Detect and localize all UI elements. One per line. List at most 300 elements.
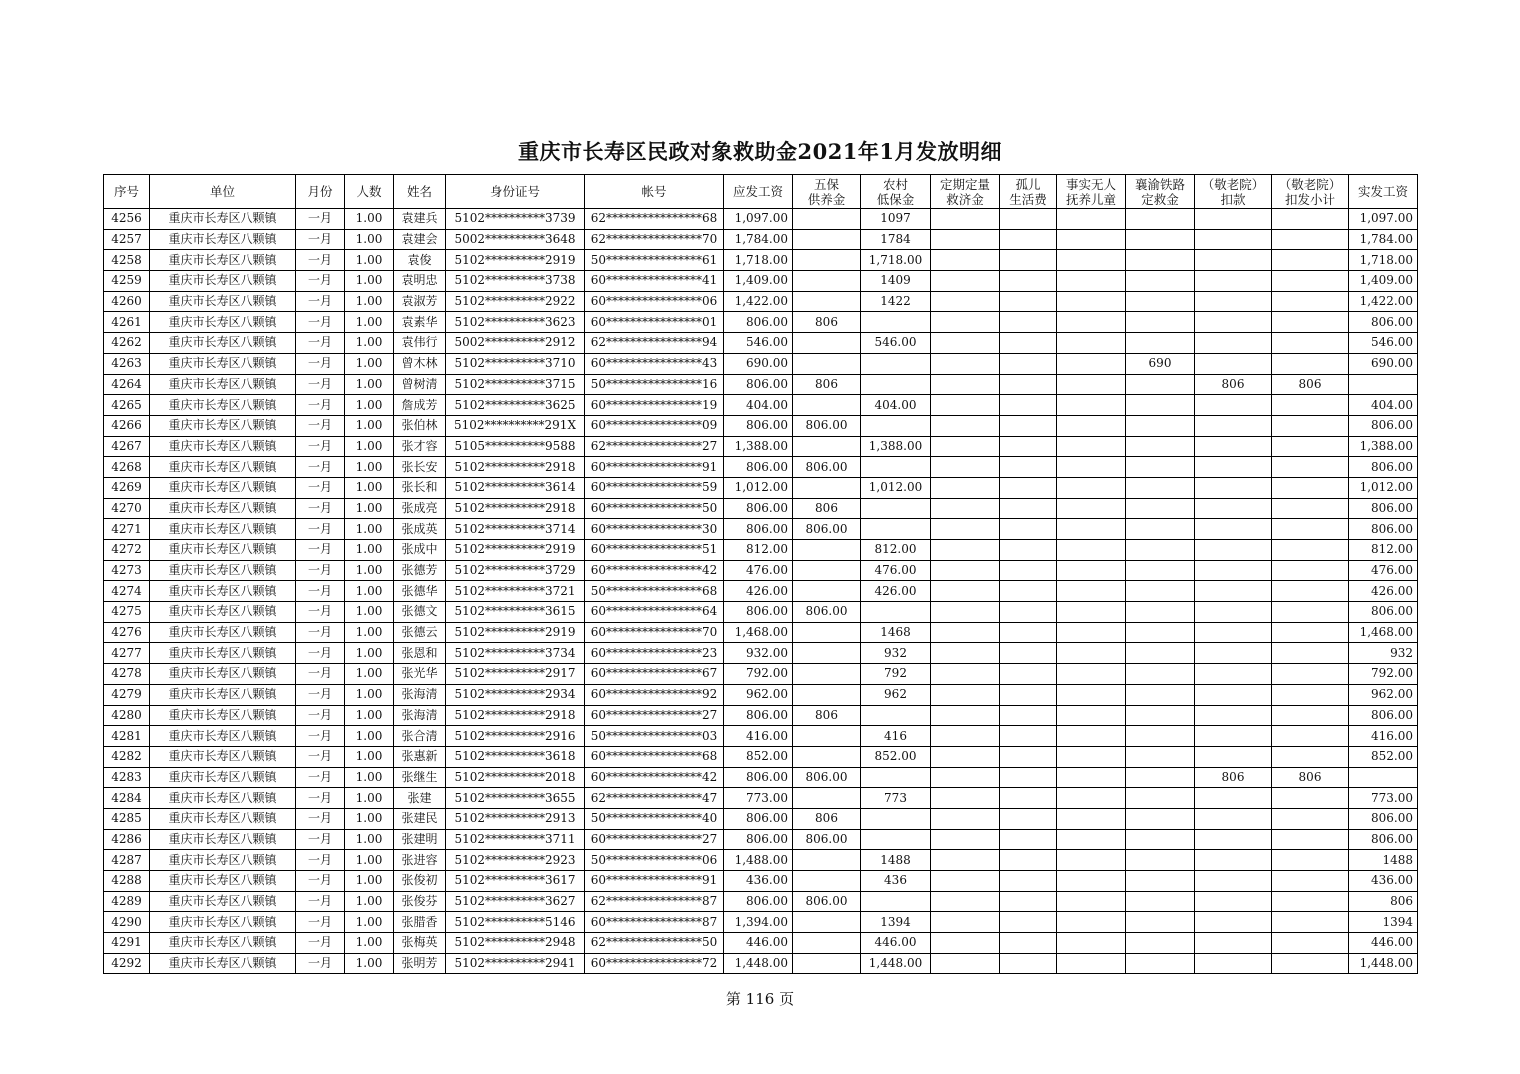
table-cell bbox=[1272, 684, 1349, 705]
table-cell: 1.00 bbox=[345, 291, 394, 312]
table-cell bbox=[1195, 560, 1272, 581]
table-cell: 5102**********2919 bbox=[446, 540, 585, 561]
table-cell bbox=[1126, 250, 1195, 271]
table-row bbox=[104, 622, 1418, 643]
table-cell: 60****************59 bbox=[585, 477, 724, 498]
table-cell: 一月 bbox=[296, 333, 345, 354]
table-cell bbox=[1195, 312, 1272, 333]
table-cell bbox=[1195, 540, 1272, 561]
table-cell bbox=[793, 560, 861, 581]
table-cell: 4285 bbox=[104, 808, 150, 829]
table-cell bbox=[1195, 602, 1272, 623]
table-cell: 1,097.00 bbox=[724, 209, 793, 230]
table-cell bbox=[1272, 850, 1349, 871]
table-cell: 806.00 bbox=[793, 519, 861, 540]
table-cell: 1,409.00 bbox=[724, 271, 793, 292]
table-cell: 4284 bbox=[104, 788, 150, 809]
table-cell bbox=[1195, 250, 1272, 271]
table-cell: 5102**********2916 bbox=[446, 726, 585, 747]
table-cell bbox=[1000, 250, 1057, 271]
table-cell: 5105**********9588 bbox=[446, 436, 585, 457]
table-cell: 重庆市长寿区八颗镇 bbox=[150, 808, 296, 829]
table-cell bbox=[793, 581, 861, 602]
table-cell: 4287 bbox=[104, 850, 150, 871]
table-cell: 4289 bbox=[104, 891, 150, 912]
table-cell: 4257 bbox=[104, 229, 150, 250]
table-cell: 426.00 bbox=[1349, 581, 1418, 602]
table-cell: 806.00 bbox=[724, 808, 793, 829]
table-cell: 4273 bbox=[104, 560, 150, 581]
table-cell: 806.00 bbox=[724, 457, 793, 478]
table-cell: 5102**********2913 bbox=[446, 808, 585, 829]
table-cell: 1.00 bbox=[345, 891, 394, 912]
table-cell bbox=[861, 705, 931, 726]
table-cell bbox=[1000, 705, 1057, 726]
table-row bbox=[104, 498, 1418, 519]
table-cell: 1.00 bbox=[345, 312, 394, 333]
table-cell: 812.00 bbox=[861, 540, 931, 561]
table-cell: 60****************64 bbox=[585, 602, 724, 623]
table-cell: 812.00 bbox=[1349, 540, 1418, 561]
table-cell bbox=[793, 477, 861, 498]
table-cell: 5102**********3739 bbox=[446, 209, 585, 230]
table-cell: 一月 bbox=[296, 436, 345, 457]
table-cell bbox=[1272, 726, 1349, 747]
table-cell bbox=[1057, 664, 1126, 685]
table-cell bbox=[931, 933, 1000, 954]
table-cell bbox=[1000, 829, 1057, 850]
table-cell: 一月 bbox=[296, 602, 345, 623]
table-cell bbox=[931, 664, 1000, 685]
table-cell: 一月 bbox=[296, 271, 345, 292]
table-cell bbox=[931, 684, 1000, 705]
table-cell: 袁俊 bbox=[394, 250, 446, 271]
table-cell bbox=[1195, 726, 1272, 747]
table-cell bbox=[1057, 415, 1126, 436]
table-cell bbox=[1126, 540, 1195, 561]
payment-table bbox=[103, 174, 1418, 974]
table-cell: 4269 bbox=[104, 477, 150, 498]
table-cell: 1468 bbox=[861, 622, 931, 643]
table-cell: 重庆市长寿区八颗镇 bbox=[150, 912, 296, 933]
table-cell bbox=[931, 726, 1000, 747]
table-cell: 1.00 bbox=[345, 457, 394, 478]
table-cell: 476.00 bbox=[861, 560, 931, 581]
table-cell bbox=[1195, 581, 1272, 602]
table-cell bbox=[1057, 767, 1126, 788]
table-cell bbox=[1126, 560, 1195, 581]
table-cell bbox=[931, 519, 1000, 540]
table-row bbox=[104, 933, 1418, 954]
table-cell: 806 bbox=[793, 374, 861, 395]
table-cell bbox=[1195, 705, 1272, 726]
table-cell bbox=[793, 436, 861, 457]
table-cell: 重庆市长寿区八颗镇 bbox=[150, 726, 296, 747]
table-cell: 1,718.00 bbox=[1349, 250, 1418, 271]
table-cell: 852.00 bbox=[1349, 746, 1418, 767]
table-cell bbox=[793, 209, 861, 230]
table-cell: 806.00 bbox=[724, 312, 793, 333]
table-cell: 806 bbox=[793, 312, 861, 333]
table-cell: 1394 bbox=[1349, 912, 1418, 933]
table-cell: 806 bbox=[793, 705, 861, 726]
table-row bbox=[104, 312, 1418, 333]
table-cell bbox=[1126, 891, 1195, 912]
table-cell: 重庆市长寿区八颗镇 bbox=[150, 415, 296, 436]
table-cell: 4274 bbox=[104, 581, 150, 602]
table-cell: 1.00 bbox=[345, 353, 394, 374]
table-cell bbox=[1195, 622, 1272, 643]
table-cell: 1.00 bbox=[345, 333, 394, 354]
table-cell: 806.00 bbox=[1349, 415, 1418, 436]
table-cell: 5102**********3614 bbox=[446, 477, 585, 498]
table-cell bbox=[1195, 436, 1272, 457]
table-cell: 4256 bbox=[104, 209, 150, 230]
table-cell: 1.00 bbox=[345, 953, 394, 974]
table-cell bbox=[931, 829, 1000, 850]
table-cell bbox=[1000, 477, 1057, 498]
table-cell: 张长安 bbox=[394, 457, 446, 478]
table-row bbox=[104, 395, 1418, 416]
table-cell bbox=[1057, 477, 1126, 498]
table-cell: 一月 bbox=[296, 457, 345, 478]
table-cell bbox=[1057, 933, 1126, 954]
table-row bbox=[104, 560, 1418, 581]
table-cell: 张合清 bbox=[394, 726, 446, 747]
table-cell: 1,388.00 bbox=[724, 436, 793, 457]
table-cell: 一月 bbox=[296, 312, 345, 333]
table-cell: 一月 bbox=[296, 374, 345, 395]
table-row bbox=[104, 374, 1418, 395]
table-cell: 张成亮 bbox=[394, 498, 446, 519]
table-cell bbox=[1126, 291, 1195, 312]
table-cell: 一月 bbox=[296, 477, 345, 498]
table-cell bbox=[1000, 457, 1057, 478]
table-cell: 一月 bbox=[296, 850, 345, 871]
table-cell: 50****************40 bbox=[585, 808, 724, 829]
table-cell bbox=[1195, 871, 1272, 892]
table-cell: 5102**********3625 bbox=[446, 395, 585, 416]
table-cell bbox=[1126, 519, 1195, 540]
table-cell: 546.00 bbox=[1349, 333, 1418, 354]
table-cell bbox=[1195, 684, 1272, 705]
table-cell: 5102**********2948 bbox=[446, 933, 585, 954]
table-cell: 806.00 bbox=[1349, 808, 1418, 829]
table-cell bbox=[1272, 808, 1349, 829]
table-cell bbox=[1000, 871, 1057, 892]
table-cell: 1.00 bbox=[345, 271, 394, 292]
table-cell bbox=[1000, 209, 1057, 230]
column-header: 农村 低保金 bbox=[861, 175, 931, 209]
table-cell: 重庆市长寿区八颗镇 bbox=[150, 395, 296, 416]
table-cell: 60****************30 bbox=[585, 519, 724, 540]
table-cell bbox=[931, 250, 1000, 271]
table-cell: 806.00 bbox=[724, 374, 793, 395]
table-cell: 重庆市长寿区八颗镇 bbox=[150, 291, 296, 312]
table-cell: 806.00 bbox=[793, 602, 861, 623]
table-cell: 重庆市长寿区八颗镇 bbox=[150, 829, 296, 850]
table-cell bbox=[1126, 705, 1195, 726]
table-cell bbox=[1057, 209, 1126, 230]
table-cell: 1097 bbox=[861, 209, 931, 230]
table-cell bbox=[1057, 540, 1126, 561]
table-cell: 1.00 bbox=[345, 912, 394, 933]
table-cell: 446.00 bbox=[861, 933, 931, 954]
table-cell bbox=[1057, 850, 1126, 871]
table-cell: 重庆市长寿区八颗镇 bbox=[150, 229, 296, 250]
table-cell bbox=[793, 746, 861, 767]
table-cell: 重庆市长寿区八颗镇 bbox=[150, 705, 296, 726]
table-cell bbox=[1126, 643, 1195, 664]
table-cell: 50****************68 bbox=[585, 581, 724, 602]
table-cell bbox=[931, 705, 1000, 726]
table-cell bbox=[1057, 333, 1126, 354]
table-cell: 重庆市长寿区八颗镇 bbox=[150, 602, 296, 623]
table-row bbox=[104, 581, 1418, 602]
table-cell bbox=[1057, 622, 1126, 643]
table-cell: 60****************68 bbox=[585, 746, 724, 767]
table-cell bbox=[861, 519, 931, 540]
table-cell: 60****************41 bbox=[585, 271, 724, 292]
table-cell: 1488 bbox=[1349, 850, 1418, 871]
table-cell bbox=[1272, 519, 1349, 540]
table-cell bbox=[1126, 271, 1195, 292]
table-cell bbox=[931, 540, 1000, 561]
table-cell bbox=[1057, 726, 1126, 747]
table-row bbox=[104, 891, 1418, 912]
table-cell: 1.00 bbox=[345, 602, 394, 623]
table-cell: 1.00 bbox=[345, 540, 394, 561]
table-cell: 5102**********3729 bbox=[446, 560, 585, 581]
table-cell: 詹成芳 bbox=[394, 395, 446, 416]
column-header: 人数 bbox=[345, 175, 394, 209]
table-cell bbox=[1272, 912, 1349, 933]
table-cell: 806 bbox=[1349, 891, 1418, 912]
table-cell: 426.00 bbox=[724, 581, 793, 602]
table-cell bbox=[1057, 291, 1126, 312]
table-cell bbox=[1057, 602, 1126, 623]
table-cell bbox=[1057, 684, 1126, 705]
table-cell bbox=[1126, 808, 1195, 829]
table-cell: 404.00 bbox=[724, 395, 793, 416]
table-cell: 60****************72 bbox=[585, 953, 724, 974]
table-cell: 1.00 bbox=[345, 829, 394, 850]
table-cell: 962.00 bbox=[724, 684, 793, 705]
table-cell: 曾木林 bbox=[394, 353, 446, 374]
table-cell: 806 bbox=[1272, 767, 1349, 788]
table-cell bbox=[1195, 477, 1272, 498]
table-cell: 重庆市长寿区八颗镇 bbox=[150, 333, 296, 354]
table-cell: 一月 bbox=[296, 726, 345, 747]
table-cell bbox=[1272, 333, 1349, 354]
table-cell: 袁明忠 bbox=[394, 271, 446, 292]
table-row bbox=[104, 788, 1418, 809]
table-cell: 张长和 bbox=[394, 477, 446, 498]
table-cell: 404.00 bbox=[861, 395, 931, 416]
table-cell bbox=[1126, 829, 1195, 850]
table-cell bbox=[793, 933, 861, 954]
table-cell: 773.00 bbox=[724, 788, 793, 809]
table-cell: 5102**********3623 bbox=[446, 312, 585, 333]
table-row bbox=[104, 808, 1418, 829]
column-header: 实发工资 bbox=[1349, 175, 1418, 209]
table-cell: 1,388.00 bbox=[861, 436, 931, 457]
table-cell: 5102**********2919 bbox=[446, 250, 585, 271]
table-cell bbox=[1272, 664, 1349, 685]
table-cell: 1.00 bbox=[345, 229, 394, 250]
table-cell bbox=[861, 374, 931, 395]
table-cell: 806.00 bbox=[724, 415, 793, 436]
table-cell: 1.00 bbox=[345, 560, 394, 581]
table-cell: 一月 bbox=[296, 209, 345, 230]
table-cell bbox=[1272, 229, 1349, 250]
table-cell: 一月 bbox=[296, 540, 345, 561]
table-cell bbox=[1000, 664, 1057, 685]
table-cell: 60****************67 bbox=[585, 664, 724, 685]
table-cell: 重庆市长寿区八颗镇 bbox=[150, 684, 296, 705]
table-cell: 重庆市长寿区八颗镇 bbox=[150, 312, 296, 333]
table-cell: 张俊芬 bbox=[394, 891, 446, 912]
table-cell bbox=[931, 333, 1000, 354]
table-cell bbox=[1000, 602, 1057, 623]
table-cell bbox=[793, 622, 861, 643]
table-cell bbox=[1000, 312, 1057, 333]
table-cell: 张才容 bbox=[394, 436, 446, 457]
table-cell: 50****************61 bbox=[585, 250, 724, 271]
table-cell bbox=[1057, 891, 1126, 912]
table-cell: 792.00 bbox=[724, 664, 793, 685]
table-cell: 5002**********3648 bbox=[446, 229, 585, 250]
table-cell bbox=[931, 209, 1000, 230]
table-cell bbox=[1195, 395, 1272, 416]
table-cell: 1.00 bbox=[345, 477, 394, 498]
table-cell bbox=[1000, 684, 1057, 705]
table-cell bbox=[1126, 622, 1195, 643]
table-cell bbox=[1272, 477, 1349, 498]
table-cell bbox=[1057, 829, 1126, 850]
table-cell: 416 bbox=[861, 726, 931, 747]
table-cell: 5102**********3655 bbox=[446, 788, 585, 809]
table-cell: 1.00 bbox=[345, 622, 394, 643]
table-cell bbox=[1272, 353, 1349, 374]
table-cell bbox=[1126, 498, 1195, 519]
table-cell bbox=[931, 581, 1000, 602]
column-header: （敬老院） 扣发小计 bbox=[1272, 175, 1349, 209]
table-cell: 张恩和 bbox=[394, 643, 446, 664]
table-cell: 806.00 bbox=[1349, 602, 1418, 623]
table-cell bbox=[931, 788, 1000, 809]
table-cell: 重庆市长寿区八颗镇 bbox=[150, 643, 296, 664]
table-row bbox=[104, 271, 1418, 292]
table-cell bbox=[1000, 353, 1057, 374]
column-header: 应发工资 bbox=[724, 175, 793, 209]
column-header: （敬老院） 扣款 bbox=[1195, 175, 1272, 209]
table-cell: 476.00 bbox=[1349, 560, 1418, 581]
table-cell: 1.00 bbox=[345, 808, 394, 829]
table-cell: 张建民 bbox=[394, 808, 446, 829]
table-cell bbox=[861, 353, 931, 374]
table-cell: 62****************68 bbox=[585, 209, 724, 230]
table-cell: 806.00 bbox=[724, 498, 793, 519]
table-cell: 张梅英 bbox=[394, 933, 446, 954]
table-cell: 690.00 bbox=[1349, 353, 1418, 374]
table-row bbox=[104, 829, 1418, 850]
table-cell bbox=[793, 912, 861, 933]
table-cell: 张光华 bbox=[394, 664, 446, 685]
table-header-row bbox=[104, 175, 1418, 209]
table-cell: 690.00 bbox=[724, 353, 793, 374]
table-cell bbox=[931, 871, 1000, 892]
table-cell bbox=[1195, 415, 1272, 436]
table-cell: 60****************23 bbox=[585, 643, 724, 664]
table-cell: 张进容 bbox=[394, 850, 446, 871]
page-title: 重庆市长寿区民政对象救助金2021年1月发放明细 bbox=[517, 139, 1003, 164]
table-cell: 一月 bbox=[296, 912, 345, 933]
table-cell: 1.00 bbox=[345, 498, 394, 519]
column-header: 单位 bbox=[150, 175, 296, 209]
table-cell bbox=[1057, 229, 1126, 250]
table-cell: 5102**********3617 bbox=[446, 871, 585, 892]
table-cell bbox=[1057, 560, 1126, 581]
table-row bbox=[104, 436, 1418, 457]
table-cell: 792.00 bbox=[1349, 664, 1418, 685]
table-cell: 5102**********3710 bbox=[446, 353, 585, 374]
page-number: 第 116 页 bbox=[725, 990, 795, 1008]
table-cell bbox=[1126, 581, 1195, 602]
table-cell bbox=[1126, 664, 1195, 685]
table-cell: 4278 bbox=[104, 664, 150, 685]
table-cell: 1,012.00 bbox=[861, 477, 931, 498]
table-cell bbox=[931, 436, 1000, 457]
table-cell: 重庆市长寿区八颗镇 bbox=[150, 209, 296, 230]
table-cell: 1,394.00 bbox=[724, 912, 793, 933]
table-cell: 4272 bbox=[104, 540, 150, 561]
table-cell: 1,468.00 bbox=[1349, 622, 1418, 643]
table-cell bbox=[1272, 540, 1349, 561]
table-cell: 一月 bbox=[296, 250, 345, 271]
table-cell: 50****************16 bbox=[585, 374, 724, 395]
table-cell bbox=[793, 643, 861, 664]
table-row bbox=[104, 415, 1418, 436]
table-cell bbox=[1195, 891, 1272, 912]
table-cell bbox=[1000, 767, 1057, 788]
table-cell bbox=[1057, 312, 1126, 333]
table-cell: 1,784.00 bbox=[1349, 229, 1418, 250]
table-cell: 1,448.00 bbox=[861, 953, 931, 974]
column-header: 月份 bbox=[296, 175, 345, 209]
table-cell: 5102**********2918 bbox=[446, 705, 585, 726]
column-header: 事实无人 抚养儿童 bbox=[1057, 175, 1126, 209]
table-cell bbox=[861, 602, 931, 623]
table-cell bbox=[1000, 726, 1057, 747]
table-cell bbox=[931, 229, 1000, 250]
table-cell bbox=[1272, 891, 1349, 912]
table-cell: 一月 bbox=[296, 581, 345, 602]
table-cell: 1.00 bbox=[345, 519, 394, 540]
table-cell bbox=[931, 622, 1000, 643]
table-cell: 一月 bbox=[296, 705, 345, 726]
table-cell bbox=[793, 395, 861, 416]
table-cell bbox=[1195, 850, 1272, 871]
table-cell: 806.00 bbox=[1349, 498, 1418, 519]
table-cell bbox=[793, 333, 861, 354]
table-cell bbox=[1057, 581, 1126, 602]
table-cell: 5102**********2918 bbox=[446, 457, 585, 478]
table-cell bbox=[1272, 705, 1349, 726]
table-cell: 袁伟行 bbox=[394, 333, 446, 354]
table-cell bbox=[1195, 209, 1272, 230]
table-cell: 62****************87 bbox=[585, 891, 724, 912]
